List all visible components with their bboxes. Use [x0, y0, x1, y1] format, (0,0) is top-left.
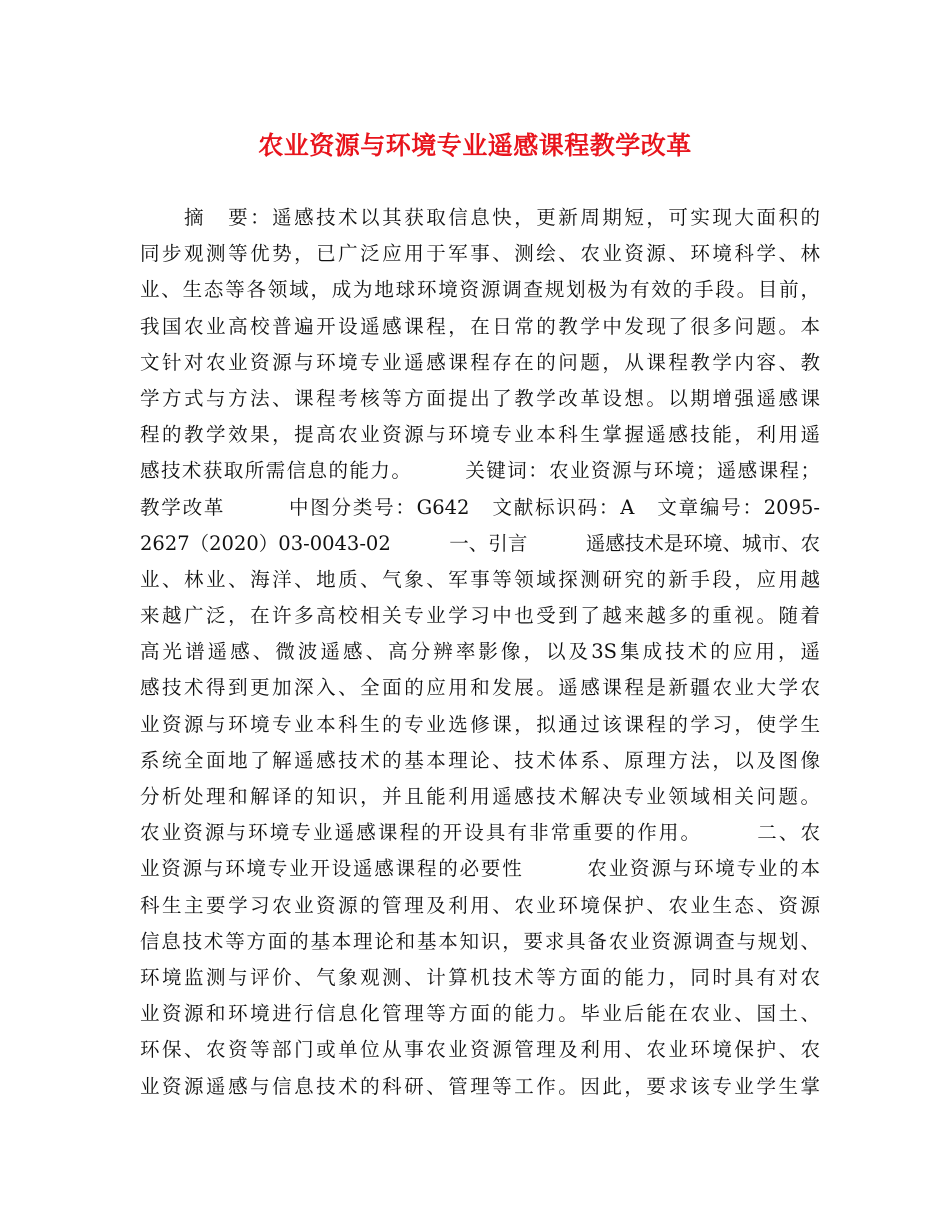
- document-body: [140, 200, 820, 1105]
- body-line: 感技术得到更加深入、全面的应用和发展。遥感课程是新疆农业大学农: [140, 676, 820, 700]
- body-line: 分析处理和解译的知识，并且能利用遥感技术解决专业领域相关问题。: [140, 785, 820, 808]
- body-line: 环境监测与评价、气象观测、计算机技术等方面的能力，同时具有对农: [140, 965, 820, 989]
- body-line: 来越广泛，在许多高校相关专业学习中也受到了越来越多的重视。随着: [140, 604, 820, 628]
- body-line: 业资源与环境专业开设遥感课程的必要性 农业资源与环境专业的本: [140, 857, 820, 881]
- body-line: 科生主要学习农业资源的管理及利用、农业环境保护、农业生态、资源: [140, 893, 820, 917]
- body-line: 农业资源与环境专业遥感课程的开设具有非常重要的作用。 二、农: [140, 821, 820, 845]
- body-line: 业资源与环境专业本科生的专业选修课，拟通过该课程的学习，使学生: [140, 712, 820, 736]
- body-line: 高光谱遥感、微波遥感、高分辨率影像，以及3S集成技术的应用，遥: [140, 640, 820, 664]
- body-line: 2627（2020）03-0043-02 一、引言 遥感技术是环境、城市、农: [140, 531, 820, 555]
- body-line: 学方式与方法、课程考核等方面提出了教学改革设想。以期增强遥感课: [140, 386, 820, 410]
- body-line: 信息技术等方面的基本理论和基本知识，要求具备农业资源调查与规划、: [140, 929, 820, 953]
- body-line: 程的教学效果，提高农业资源与环境专业本科生掌握遥感技能，利用遥: [140, 423, 820, 447]
- body-line: 系统全面地了解遥感技术的基本理论、技术体系、原理方法，以及图像: [140, 748, 820, 772]
- body-line: 业资源遥感与信息技术的科研、管理等工作。因此，要求该专业学生掌: [140, 1074, 820, 1098]
- body-line: 业、生态等各领域，成为地球环境资源调查规划极为有效的手段。目前，: [140, 278, 820, 302]
- body-line: 环保、农资等部门或单位从事农业资源管理及利用、农业环境保护、农: [140, 1038, 820, 1062]
- body-line: 业资源和环境进行信息化管理等方面的能力。毕业后能在农业、国土、: [140, 1002, 820, 1026]
- body-line: 感技术获取所需信息的能力。 关键词：农业资源与环境；遥感课程；: [140, 459, 820, 483]
- body-line: 业、林业、海洋、地质、气象、军事等领域探测研究的新手段，应用越: [140, 567, 820, 591]
- body-line: 教学改革 中图分类号：G642 文献标识码：A 文章编号：2095-: [140, 495, 820, 519]
- body-line: 摘 要：遥感技术以其获取信息快，更新周期短，可实现大面积的: [140, 206, 820, 229]
- body-line: 文针对农业资源与环境专业遥感课程存在的问题，从课程教学内容、教: [140, 350, 820, 374]
- body-line: 同步观测等优势，已广泛应用于军事、测绘、农业资源、环境科学、林: [140, 242, 820, 266]
- document-title: 农业资源与环境专业遥感课程教学改革: [258, 131, 692, 160]
- body-line: 我国农业高校普遍开设遥感课程，在日常的教学中发现了很多问题。本: [140, 314, 820, 338]
